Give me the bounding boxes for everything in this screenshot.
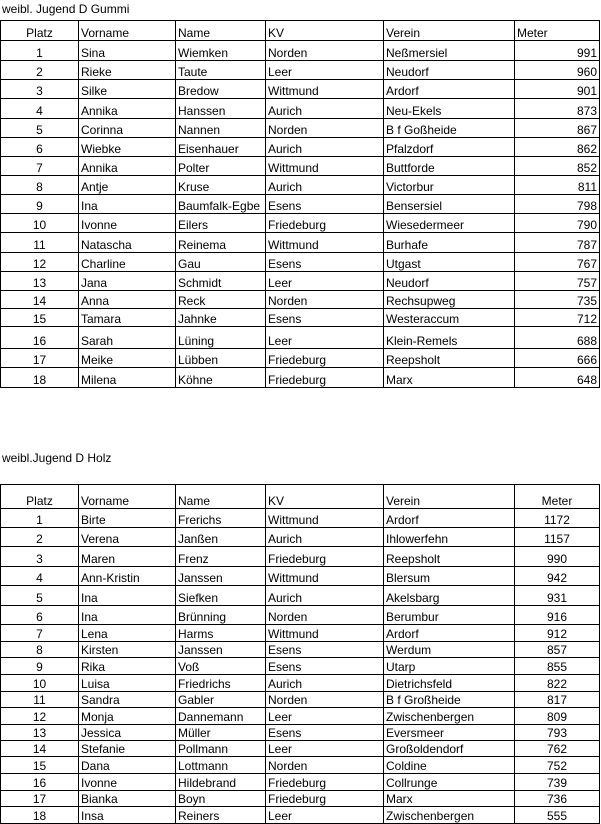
cell-meter: 809 <box>515 708 600 725</box>
cell-vorname: Tamara <box>79 309 176 327</box>
cell-vorname: Silke <box>79 80 176 99</box>
cell-kv: Norden <box>266 291 384 309</box>
cell-name: Lübben <box>176 349 266 368</box>
cell-verein: Zwischenbergen <box>384 807 515 824</box>
cell-vorname: Rika <box>79 658 176 675</box>
cell-verein: Reepsholt <box>384 349 515 368</box>
cell-meter: 873 <box>515 99 600 119</box>
table-row <box>1 327 600 349</box>
cell-meter: 942 <box>515 567 600 586</box>
cell-meter: 990 <box>515 547 600 567</box>
cell-platz: 5 <box>1 119 79 138</box>
header-vorname: Vorname <box>79 485 176 509</box>
table-row <box>1 214 600 233</box>
cell-meter: 862 <box>515 138 600 157</box>
table-row <box>1 309 600 327</box>
cell-kv: Leer <box>266 272 384 291</box>
cell-meter: 991 <box>515 41 600 61</box>
cell-platz: 15 <box>1 757 79 774</box>
cell-meter: 735 <box>515 291 600 309</box>
cell-vorname: Anna <box>79 291 176 309</box>
cell-meter: 762 <box>515 741 600 757</box>
table-row <box>1 547 600 567</box>
cell-platz: 4 <box>1 99 79 119</box>
cell-name: Müller <box>176 725 266 741</box>
cell-kv: Leer <box>266 807 384 824</box>
table-row <box>1 368 600 388</box>
cell-platz: 10 <box>1 214 79 233</box>
cell-platz: 1 <box>1 509 79 528</box>
header-verein: Verein <box>384 21 515 41</box>
cell-meter: 916 <box>515 606 600 625</box>
cell-meter: 793 <box>515 725 600 741</box>
cell-vorname: Ina <box>79 195 176 214</box>
cell-kv: Aurich <box>266 176 384 195</box>
cell-platz: 9 <box>1 195 79 214</box>
cell-name: Schmidt <box>176 272 266 291</box>
cell-name: Eilers <box>176 214 266 233</box>
cell-vorname: Sarah <box>79 327 176 349</box>
header-name: Name <box>176 485 266 509</box>
cell-verein: Blersum <box>384 567 515 586</box>
table-row <box>1 725 600 741</box>
cell-platz: 14 <box>1 291 79 309</box>
cell-platz: 9 <box>1 658 79 675</box>
cell-meter: 787 <box>515 233 600 253</box>
cell-kv: Friedeburg <box>266 214 384 233</box>
cell-vorname: Ina <box>79 606 176 625</box>
cell-vorname: Dana <box>79 757 176 774</box>
cell-verein: B f Großheide <box>384 692 515 708</box>
cell-verein: Werdum <box>384 642 515 658</box>
table-row <box>1 138 600 157</box>
header-kv: KV <box>266 485 384 509</box>
cell-verein: Neudorf <box>384 61 515 80</box>
cell-verein: Bensersiel <box>384 195 515 214</box>
cell-vorname: Luisa <box>79 675 176 692</box>
cell-platz: 17 <box>1 349 79 368</box>
cell-platz: 4 <box>1 567 79 586</box>
cell-name: Taute <box>176 61 266 80</box>
cell-platz: 7 <box>1 625 79 642</box>
table-row <box>1 80 600 99</box>
cell-meter: 811 <box>515 176 600 195</box>
cell-vorname: Jessica <box>79 725 176 741</box>
cell-kv: Esens <box>266 309 384 327</box>
table-title-holz: weibl.Jugend D Holz <box>2 451 112 465</box>
table-row <box>1 61 600 80</box>
table-row <box>1 708 600 725</box>
cell-name: Lottmann <box>176 757 266 774</box>
cell-name: Nannen <box>176 119 266 138</box>
cell-platz: 5 <box>1 586 79 606</box>
header-platz: Platz <box>1 21 79 41</box>
cell-meter: 1157 <box>515 528 600 547</box>
cell-vorname: Antje <box>79 176 176 195</box>
cell-platz: 6 <box>1 606 79 625</box>
cell-platz: 13 <box>1 725 79 741</box>
table-row <box>1 741 600 757</box>
table-row <box>1 774 600 791</box>
table-row <box>1 528 600 547</box>
cell-vorname: Ivonne <box>79 774 176 791</box>
cell-kv: Aurich <box>266 138 384 157</box>
cell-platz: 8 <box>1 176 79 195</box>
cell-meter: 855 <box>515 658 600 675</box>
table-row <box>1 791 600 807</box>
cell-platz: 7 <box>1 157 79 176</box>
cell-meter: 798 <box>515 195 600 214</box>
cell-platz: 15 <box>1 309 79 327</box>
table-title-gummi: weibl. Jugend D Gummi <box>2 2 130 16</box>
cell-kv: Leer <box>266 327 384 349</box>
cell-kv: Aurich <box>266 99 384 119</box>
cell-vorname: Natascha <box>79 233 176 253</box>
cell-platz: 16 <box>1 327 79 349</box>
cell-vorname: Wiebke <box>79 138 176 157</box>
table-row <box>1 586 600 606</box>
cell-vorname: Charline <box>79 253 176 272</box>
cell-name: Voß <box>176 658 266 675</box>
table-row <box>1 195 600 214</box>
cell-platz: 14 <box>1 741 79 757</box>
cell-kv: Wittmund <box>266 625 384 642</box>
cell-verein: Akelsbarg <box>384 586 515 606</box>
cell-name: Boyn <box>176 791 266 807</box>
cell-name: Frenz <box>176 547 266 567</box>
cell-verein: Coldine <box>384 757 515 774</box>
table-row <box>1 349 600 368</box>
cell-vorname: Rieke <box>79 61 176 80</box>
cell-verein: Ardorf <box>384 509 515 528</box>
cell-verein: Ardorf <box>384 625 515 642</box>
cell-verein: Eversmeer <box>384 725 515 741</box>
cell-name: Baumfalk-Egbe <box>176 195 266 214</box>
cell-vorname: Stefanie <box>79 741 176 757</box>
cell-verein: Ihlowerfehn <box>384 528 515 547</box>
cell-meter: 852 <box>515 157 600 176</box>
cell-kv: Esens <box>266 642 384 658</box>
cell-name: Jahnke <box>176 309 266 327</box>
cell-name: Hanssen <box>176 99 266 119</box>
cell-kv: Norden <box>266 606 384 625</box>
cell-kv: Wittmund <box>266 157 384 176</box>
cell-kv: Wittmund <box>266 567 384 586</box>
cell-meter: 960 <box>515 61 600 80</box>
cell-verein: Großoldendorf <box>384 741 515 757</box>
cell-verein: Marx <box>384 791 515 807</box>
table-row <box>1 658 600 675</box>
table-row <box>1 233 600 253</box>
cell-name: Lüning <box>176 327 266 349</box>
cell-name: Kruse <box>176 176 266 195</box>
cell-meter: 757 <box>515 272 600 291</box>
cell-vorname: Sandra <box>79 692 176 708</box>
cell-platz: 12 <box>1 708 79 725</box>
cell-meter: 912 <box>515 625 600 642</box>
table-row <box>1 272 600 291</box>
cell-meter: 739 <box>515 774 600 791</box>
table-row <box>1 757 600 774</box>
cell-verein: Rechsupweg <box>384 291 515 309</box>
table-header-row <box>1 21 600 41</box>
cell-verein: Dietrichsfeld <box>384 675 515 692</box>
header-name: Name <box>176 21 266 41</box>
cell-name: Bredow <box>176 80 266 99</box>
cell-vorname: Ivonne <box>79 214 176 233</box>
cell-name: Reck <box>176 291 266 309</box>
cell-vorname: Maren <box>79 547 176 567</box>
cell-platz: 2 <box>1 61 79 80</box>
cell-platz: 8 <box>1 642 79 658</box>
table-row <box>1 176 600 195</box>
cell-kv: Wittmund <box>266 233 384 253</box>
cell-verein: Buttforde <box>384 157 515 176</box>
cell-platz: 17 <box>1 791 79 807</box>
table-row <box>1 675 600 692</box>
cell-meter: 712 <box>515 309 600 327</box>
cell-name: Janssen <box>176 642 266 658</box>
cell-name: Polter <box>176 157 266 176</box>
cell-kv: Norden <box>266 119 384 138</box>
cell-meter: 666 <box>515 349 600 368</box>
cell-kv: Leer <box>266 708 384 725</box>
cell-kv: Friedeburg <box>266 774 384 791</box>
cell-vorname: Milena <box>79 368 176 388</box>
cell-platz: 11 <box>1 233 79 253</box>
table-row <box>1 99 600 119</box>
cell-vorname: Sina <box>79 41 176 61</box>
cell-vorname: Corinna <box>79 119 176 138</box>
cell-kv: Friedeburg <box>266 547 384 567</box>
cell-kv: Esens <box>266 658 384 675</box>
cell-platz: 6 <box>1 138 79 157</box>
cell-verein: Neßmersiel <box>384 41 515 61</box>
table-row <box>1 253 600 272</box>
cell-verein: Pfalzdorf <box>384 138 515 157</box>
table-row <box>1 606 600 625</box>
cell-name: Frerichs <box>176 509 266 528</box>
cell-platz: 2 <box>1 528 79 547</box>
cell-name: Hildebrand <box>176 774 266 791</box>
cell-vorname: Kirsten <box>79 642 176 658</box>
results-table-holz <box>0 484 600 824</box>
cell-name: Siefken <box>176 586 266 606</box>
cell-vorname: Ann-Kristin <box>79 567 176 586</box>
cell-meter: 1172 <box>515 509 600 528</box>
cell-kv: Esens <box>266 725 384 741</box>
cell-verein: Neu-Ekels <box>384 99 515 119</box>
cell-meter: 822 <box>515 675 600 692</box>
header-verein: Verein <box>384 485 515 509</box>
cell-kv: Aurich <box>266 528 384 547</box>
cell-kv: Wittmund <box>266 509 384 528</box>
cell-verein: Wiesedermeer <box>384 214 515 233</box>
table-row <box>1 509 600 528</box>
cell-platz: 1 <box>1 41 79 61</box>
cell-verein: Berumbur <box>384 606 515 625</box>
cell-vorname: Birte <box>79 509 176 528</box>
cell-verein: Westeraccum <box>384 309 515 327</box>
cell-platz: 3 <box>1 547 79 567</box>
cell-name: Brünning <box>176 606 266 625</box>
table-row <box>1 157 600 176</box>
cell-meter: 767 <box>515 253 600 272</box>
cell-kv: Friedeburg <box>266 791 384 807</box>
cell-vorname: Ina <box>79 586 176 606</box>
cell-verein: B f Goßheide <box>384 119 515 138</box>
cell-meter: 901 <box>515 80 600 99</box>
cell-kv: Esens <box>266 253 384 272</box>
cell-name: Pollmann <box>176 741 266 757</box>
header-meter: Meter <box>515 485 600 509</box>
cell-meter: 688 <box>515 327 600 349</box>
cell-platz: 10 <box>1 675 79 692</box>
cell-verein: Ardorf <box>384 80 515 99</box>
table-row <box>1 642 600 658</box>
table-row <box>1 692 600 708</box>
table-row <box>1 807 600 824</box>
header-kv: KV <box>266 21 384 41</box>
cell-kv: Norden <box>266 41 384 61</box>
table-row <box>1 119 600 138</box>
cell-vorname: Annika <box>79 99 176 119</box>
cell-name: Gabler <box>176 692 266 708</box>
cell-kv: Friedeburg <box>266 349 384 368</box>
cell-name: Janßen <box>176 528 266 547</box>
cell-kv: Norden <box>266 692 384 708</box>
cell-vorname: Verena <box>79 528 176 547</box>
cell-name: Eisenhauer <box>176 138 266 157</box>
cell-name: Köhne <box>176 368 266 388</box>
cell-verein: Neudorf <box>384 272 515 291</box>
table-row <box>1 625 600 642</box>
cell-meter: 736 <box>515 791 600 807</box>
cell-verein: Reepsholt <box>384 547 515 567</box>
header-platz: Platz <box>1 485 79 509</box>
cell-name: Gau <box>176 253 266 272</box>
cell-meter: 752 <box>515 757 600 774</box>
cell-name: Harms <box>176 625 266 642</box>
cell-kv: Leer <box>266 61 384 80</box>
table-row <box>1 567 600 586</box>
cell-platz: 3 <box>1 80 79 99</box>
cell-name: Janssen <box>176 567 266 586</box>
cell-meter: 857 <box>515 642 600 658</box>
cell-verein: Victorbur <box>384 176 515 195</box>
cell-platz: 18 <box>1 807 79 824</box>
cell-meter: 790 <box>515 214 600 233</box>
header-meter: Meter <box>515 21 600 41</box>
results-table-gummi <box>0 20 600 388</box>
cell-kv: Leer <box>266 741 384 757</box>
cell-kv: Wittmund <box>266 80 384 99</box>
cell-verein: Utarp <box>384 658 515 675</box>
cell-verein: Marx <box>384 368 515 388</box>
cell-meter: 555 <box>515 807 600 824</box>
cell-name: Friedrichs <box>176 675 266 692</box>
cell-kv: Esens <box>266 195 384 214</box>
cell-platz: 12 <box>1 253 79 272</box>
cell-platz: 18 <box>1 368 79 388</box>
cell-verein: Utgast <box>384 253 515 272</box>
cell-meter: 931 <box>515 586 600 606</box>
cell-vorname: Jana <box>79 272 176 291</box>
cell-platz: 16 <box>1 774 79 791</box>
cell-kv: Norden <box>266 757 384 774</box>
cell-verein: Klein-Remels <box>384 327 515 349</box>
cell-meter: 648 <box>515 368 600 388</box>
cell-name: Wiemken <box>176 41 266 61</box>
cell-name: Dannemann <box>176 708 266 725</box>
header-vorname: Vorname <box>79 21 176 41</box>
cell-kv: Aurich <box>266 675 384 692</box>
cell-vorname: Insa <box>79 807 176 824</box>
cell-vorname: Annika <box>79 157 176 176</box>
cell-verein: Collrunge <box>384 774 515 791</box>
cell-vorname: Lena <box>79 625 176 642</box>
cell-kv: Friedeburg <box>266 368 384 388</box>
cell-name: Reiners <box>176 807 266 824</box>
cell-kv: Aurich <box>266 586 384 606</box>
cell-platz: 11 <box>1 692 79 708</box>
cell-vorname: Bianka <box>79 791 176 807</box>
cell-meter: 817 <box>515 692 600 708</box>
table-header-row <box>1 485 600 509</box>
cell-vorname: Monja <box>79 708 176 725</box>
cell-name: Reinema <box>176 233 266 253</box>
cell-verein: Zwischenbergen <box>384 708 515 725</box>
cell-verein: Burhafe <box>384 233 515 253</box>
cell-platz: 13 <box>1 272 79 291</box>
table-row <box>1 41 600 61</box>
table-row <box>1 291 600 309</box>
cell-vorname: Meike <box>79 349 176 368</box>
cell-meter: 867 <box>515 119 600 138</box>
